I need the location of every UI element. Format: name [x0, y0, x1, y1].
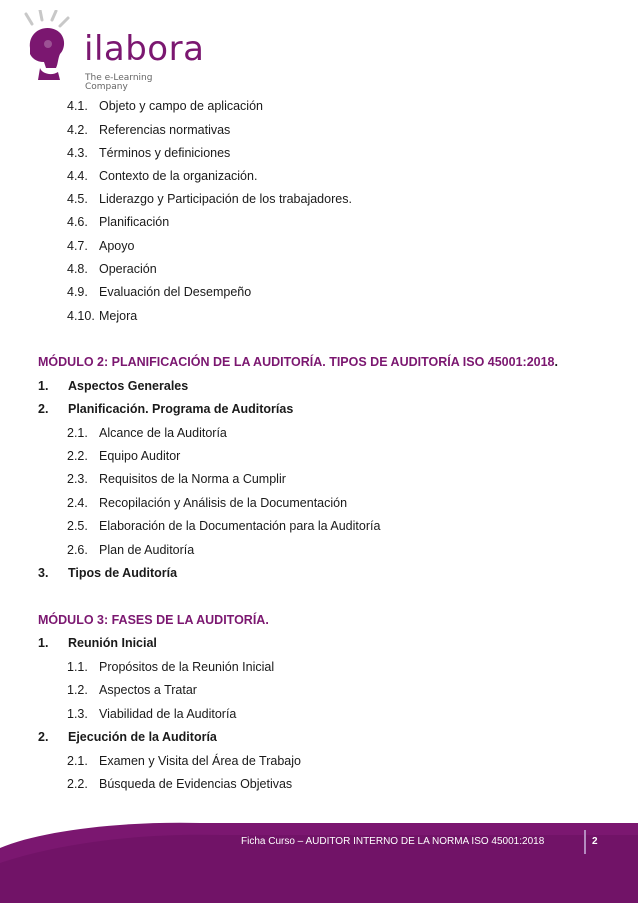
head-logo-icon: [18, 10, 78, 82]
logo-text: ilabora: [84, 29, 205, 69]
footer-separator: [584, 830, 586, 854]
page-number: 2: [592, 836, 598, 847]
logo-tagline: The e-Learning Company: [85, 73, 153, 92]
footer-course-title: Ficha Curso – AUDITOR INTERNO DE LA NORMA ISO 45001:2018: [241, 836, 545, 847]
module-2-title: MÓDULO 2: PLANIFICACIÓN DE LA AUDITORÍA. TIPOS DE AUDITORÍA ISO 45001:2018.: [38, 355, 558, 369]
footer-banner: [0, 803, 638, 903]
module-3-title: MÓDULO 3: FASES DE LA AUDITORÍA.: [38, 613, 269, 627]
logo: [18, 10, 205, 92]
